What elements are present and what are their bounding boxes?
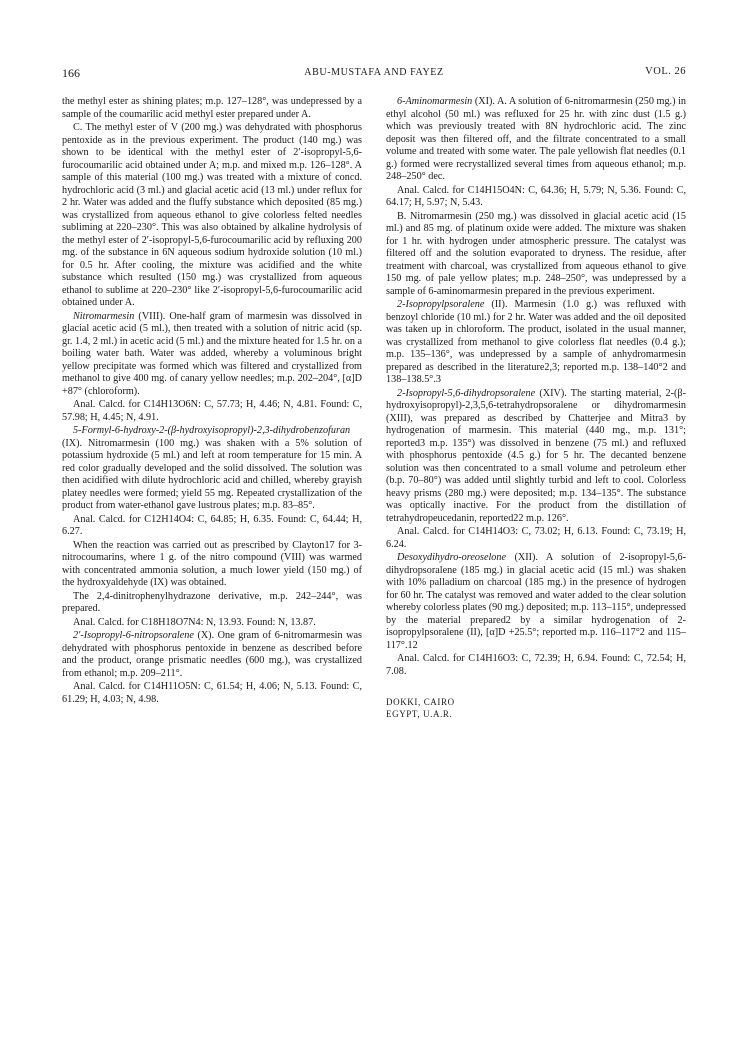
paragraph: The 2,4-dinitrophenylhydrazone derivative, m.p. 242–244°, was prepared. [62, 590, 362, 614]
section-heading: Nitromarmesin [73, 310, 135, 322]
page-number: 166 [62, 66, 80, 80]
analysis-line: Anal. Calcd. for C14H14O3: C, 73.02; H, 6.13. Found: C, 73.19; H, 6.24. [386, 526, 686, 550]
paragraph-text: (X). One gram of 6-nitromarmesin was dehydrated with phosphorus pentoxide in benzene as described before and the product, orange prismatic needles (600 mg.), was crystallized from ethanol; m.p. 209–211°. [62, 630, 362, 679]
running-header [62, 66, 686, 82]
analysis-line: Anal. Calcd. for C14H13O6N: C, 57.73; H, 4.46; N, 4.81. Found: C, 57.98; H, 4.45; N, 4.91. [62, 399, 362, 423]
paragraph-text: (II). Marmesin (1.0 g.) was refluxed with benzoyl chloride (10 ml.) for 2 hr. Water was added and the oil deposited was taken up in chloroform. The product, isolated in the usual manner, was crystallized from methanol to give colorless flat needles (0.4 g.); m.p. 135–136°, was undepressed by a sample of anhydromarmesin prepared as described in the literature2,3; reported m.p. 138–140°2 and 138–138.5°.3 [386, 299, 686, 385]
paragraph [62, 311, 362, 399]
paragraph [62, 425, 362, 513]
paragraph-text: (XI). A. A solution of 6-nitromarmesin (250 mg.) in ethyl alcohol (50 ml.) was refluxed for 25 hr. with zinc dust (1.5 g.) which was previously treated with 8N hydrochloric acid. The zinc deposit was then filtered off, and the filtrate concentrated to a small volume and treated with some water. The pale yellowish flat needles (0.1 g.) formed were recrystallized several times from aqueous ethanol; m.p. 248–250° dec. [386, 96, 686, 182]
paragraph-text: (XII). A solution of 2-isopropyl-5,6-dihydropsoralene (185 mg.) in glacial acetic acid (15 ml.) was shaken with 10% palladium on charcoal (185 mg.) in the presence of hydrogen for 60 hr. The catalyst was removed and water added to the clear solution whereby colorless plates (90 mg.) deposited; m.p. 113–115°, undepressed by the material prepared2 by a similar hydrogenation of 2-isopropylpsoralene (II), [α]D +25.5°; reported m.p. 116–117°2 and 115–117°.12 [386, 552, 686, 651]
left-column [62, 96, 362, 707]
running-title: ABU-MUSTAFA AND FAYEZ [304, 67, 444, 78]
paragraph [386, 299, 686, 387]
paragraph [62, 630, 362, 680]
section-heading: 5-Formyl-6-hydroxy-2-(β-hydroxyisopropyl)-2,3-dihydrobenzofuran [73, 425, 351, 436]
volume-label: VOL. 26 [645, 66, 686, 77]
paragraph [386, 552, 686, 652]
analysis-line: Anal. Calcd. for C14H15O4N: C, 64.36; H, 5.79; N, 5.36. Found: C, 64.17; H, 5.97; N, 5.43. [386, 184, 686, 208]
paragraph: When the reaction was carried out as prescribed by Clayton17 for 3-nitrocoumarins, where 1 g. of the nitro compound (VIII) was warmed with concentrated ammonia solution, a much lower yield (150 mg.) of the hydroxyaldehyde (IX) was obtained. [62, 539, 362, 588]
paragraph-text: (IX). Nitromarmesin (100 mg.) was shaken with a 5% solution of potassium hydroxide (5 ml.) and left at room temperature for 15 min. A red color gradually developed and the solid dissolved. The solution was then acidified with dilute hydrochloric acid and chilled, whereby grayish platey needles were formed; yield 55 mg. Repeated crystallization of the product from water-ethanol gave lustrous plates; m.p. 83–85°. [62, 437, 362, 511]
paragraph [386, 388, 686, 526]
paragraph: the methyl ester as shining plates; m.p. 127–128°, was undepressed by a sample of the coumarilic acid methyl ester prepared under A. [62, 96, 362, 120]
right-column [386, 96, 686, 720]
affiliation-line: DOKKI, CAIRO [386, 697, 455, 707]
affiliation [386, 696, 686, 720]
section-heading: 6-Aminomarmesin [397, 96, 473, 107]
analysis-line: Anal. Calcd. for C14H16O3: C, 72.39; H, 6.94. Found: C, 72.54; H, 7.08. [386, 653, 686, 677]
paragraph-text: (VIII). One-half gram of marmesin was dissolved in glacial acetic acid (5 ml.), then treated with a solution of nitric acid (sp. gr. 1.4, 2 ml.) in acetic acid (5 ml.) and the mixture heated for 1.5 hr. on a boiling water bath. Water was added, whereby a voluminous bright yellow precipitate was formed which was filtered and crystallized from methanol to give 400 mg. of canary yellow needles; m.p. 202–204°, [α]D +87° (chloroform). [62, 310, 362, 397]
section-heading: Desoxydihydro-oreoselone [397, 552, 507, 563]
paragraph: C. The methyl ester of V (200 mg.) was dehydrated with phosphorus pentoxide as in the previous experiment. The product (140 mg.) was shown to be identical with the methyl ester of 2′-isopropyl-5,6-furocoumarilic acid obtained under A; m.p. and mixed m.p. 126–128°. A sample of this material (100 mg.) was treated with a mixture of concd. hydrochloric acid (3 ml.) and glacial acetic acid (13 ml.) under reflux for 2 hr. Water was added and the fluffy substance which deposited (85 mg.) was crystallized from aqueous ethanol to give colorless felted needles subliming at 220–230°. This was also obtained by alkaline hydrolysis of the methyl ester of 2′-isopropyl-5,6-furocoumarilic acid by refluxing 200 mg. of the substance in 6N aqueous sodium hydroxide solution (10 ml.) for 0.5 hr. After cooling, the mixture was acidified and the white substance which resulted (150 mg.) was crystallized from aqueous ethanol to sublime at 220–230° like 2′-isopropyl-5,6-furocoumarilic acid obtained under A. [62, 122, 362, 308]
analysis-line: Anal. Calcd. for C12H14O4: C, 64.85; H, 6.35. Found: C, 64.44; H, 6.27. [62, 513, 362, 537]
analysis-line: Anal. Calcd. for C14H11O5N: C, 61.54; H, 4.06; N, 5.13. Found: C, 61.29; H, 4.03; N, 4.98. [62, 681, 362, 705]
affiliation-line: EGYPT, U.A.R. [386, 709, 453, 719]
analysis-line: Anal. Calcd. for C18H18O7N4: N, 13.93. Found: N, 13.87. [73, 616, 316, 628]
paragraph-text: (XIV). The starting material, 2-(β-hydroxyisopropyl)-2,3,5,6-tetrahydropsoralene or dihydromarmesin (XIII), was prepared as described by Chatterjee and Mitra3 by hydrogenation of marmesin. This material (440 mg., m.p. 131°; reported3 m.p. 135°) was dissolved in benzene (75 ml.) and refluxed with phosphorus pentoxide (4.5 g.) for 5 hr. The decanted benzene solution was then concentrated to a small volume and petroleum ether (b.p. 70–80°) was added until slightly turbid and left to cool. Colorless heavy prisms (280 mg.) were deposited; m.p. 134–135°. The substance was optically inactive. For the product from the distillation of tetrahydropeucedanin, reported22 m.p. 126°. [386, 387, 686, 524]
paragraph: B. Nitromarmesin (250 mg.) was dissolved in glacial acetic acid (15 ml.) and 85 mg. of platinum oxide were added. The mixture was shaken for 1 hr. with hydrogen under atmospheric pressure. The catalyst was filtered off and the solution evaporated to dryness. The residue, after treatment with charcoal, was crystallized from aqueous ethanol to give 150 mg. of pale yellow plates; m.p. 248–250°, was undepressed by a sample of 6-aminomarmesin prepared in the previous experiment. [386, 210, 686, 297]
section-heading: 2′-Isopropyl-6-nitropsoralene [73, 630, 194, 641]
section-heading: 2-Isopropyl-5,6-dihydropsoralene [397, 387, 536, 399]
section-heading: 2-Isopropylpsoralene [397, 299, 485, 310]
paragraph [386, 96, 686, 184]
